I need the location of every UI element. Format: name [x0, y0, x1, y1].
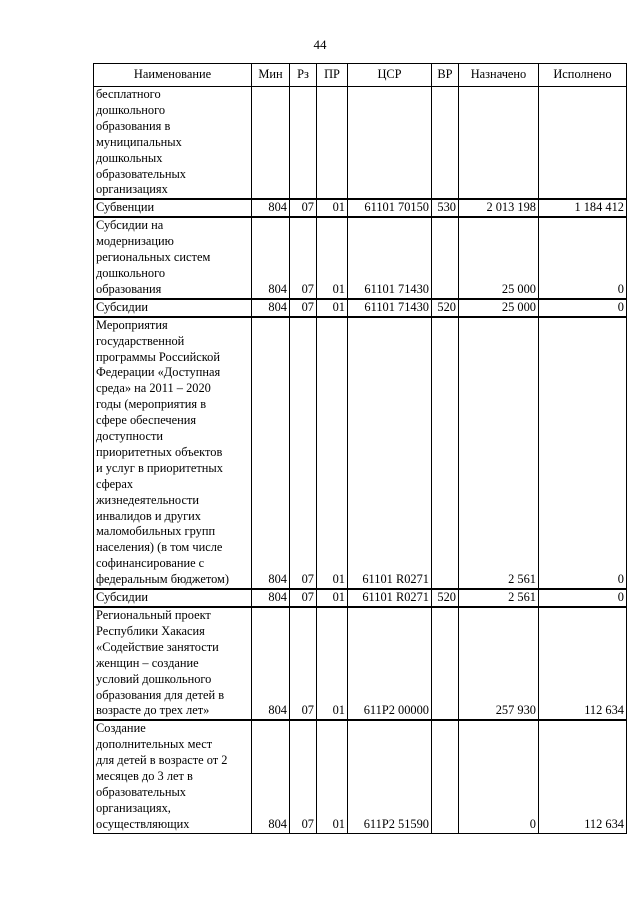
row-rz: 07	[290, 317, 317, 589]
row-name: Региональный проект Республики Хакасия «Содействие занятости женщин – создание условий дошкольного образования для детей в возрасте до трех лет»	[94, 607, 252, 720]
row-vr: 520	[432, 589, 459, 607]
row-csr	[348, 87, 432, 200]
row-name: Создание дополнительных мест для детей в возрасте от 2 месяцев до 3 лет в образовательных организациях, осуществляющих	[94, 720, 252, 833]
header-min: Мин	[252, 64, 290, 87]
row-assigned: 257 930	[459, 607, 539, 720]
row-rz: 07	[290, 217, 317, 299]
row-pr: 01	[317, 607, 348, 720]
header-assigned: Назначено	[459, 64, 539, 87]
row-rz: 07	[290, 720, 317, 833]
row-executed: 0	[539, 589, 627, 607]
row-csr: 61101 70150	[348, 199, 432, 217]
row-vr: 520	[432, 299, 459, 317]
row-name: Субсидии	[94, 299, 252, 317]
table-row	[94, 299, 627, 317]
row-assigned: 25 000	[459, 217, 539, 299]
row-vr	[432, 607, 459, 720]
row-name: Субсидии на модернизацию региональных систем дошкольного образования	[94, 217, 252, 299]
row-rz: 07	[290, 607, 317, 720]
table-row	[94, 720, 627, 833]
row-min: 804	[252, 217, 290, 299]
header-vr: ВР	[432, 64, 459, 87]
table-row	[94, 199, 627, 217]
row-csr: 611P2 51590	[348, 720, 432, 833]
table-row	[94, 217, 627, 299]
row-pr: 01	[317, 299, 348, 317]
header-name: Наименование	[94, 64, 252, 87]
row-executed: 0	[539, 299, 627, 317]
row-vr	[432, 87, 459, 200]
page-number: 44	[313, 37, 327, 52]
row-executed: 1 184 412	[539, 199, 627, 217]
header-executed: Исполнено	[539, 64, 627, 87]
row-assigned: 25 000	[459, 299, 539, 317]
row-rz	[290, 87, 317, 200]
row-min: 804	[252, 299, 290, 317]
row-name: бесплатного дошкольного образования в муниципальных дошкольных образовательных организациях	[94, 87, 252, 200]
row-csr: 61101 71430	[348, 299, 432, 317]
row-min: 804	[252, 199, 290, 217]
budget-table	[93, 63, 627, 834]
row-rz: 07	[290, 199, 317, 217]
row-csr: 61101 R0271	[348, 317, 432, 589]
row-pr: 01	[317, 720, 348, 833]
row-min	[252, 87, 290, 200]
row-assigned: 0	[459, 720, 539, 833]
row-name: Субсидии	[94, 589, 252, 607]
row-min: 804	[252, 720, 290, 833]
table-row	[94, 589, 627, 607]
row-name: Субвенции	[94, 199, 252, 217]
row-csr: 61101 R0271	[348, 589, 432, 607]
table-row	[94, 87, 627, 200]
row-assigned: 2 561	[459, 317, 539, 589]
row-csr: 61101 71430	[348, 217, 432, 299]
row-pr: 01	[317, 199, 348, 217]
row-rz: 07	[290, 299, 317, 317]
row-pr: 01	[317, 317, 348, 589]
row-min: 804	[252, 589, 290, 607]
table-header-row	[94, 64, 627, 87]
row-assigned: 2 013 198	[459, 199, 539, 217]
header-csr: ЦСР	[348, 64, 432, 87]
row-vr: 530	[432, 199, 459, 217]
table-row	[94, 317, 627, 589]
header-pr: ПР	[317, 64, 348, 87]
row-pr: 01	[317, 589, 348, 607]
row-vr	[432, 317, 459, 589]
row-executed	[539, 87, 627, 200]
row-executed: 0	[539, 217, 627, 299]
row-executed: 112 634	[539, 607, 627, 720]
row-csr: 611P2 00000	[348, 607, 432, 720]
row-assigned: 2 561	[459, 589, 539, 607]
row-vr	[432, 217, 459, 299]
row-executed: 0	[539, 317, 627, 589]
row-name: Мероприятия государственной программы Российской Федерации «Доступная среда» на 2011 – 2020 годы (мероприятия в сфере обеспечения доступности приоритетных объектов и услуг в приоритетных сферах жизнедеятельности инвалидов и других маломобильных групп населения) (в том числе софинансирование с федеральным бюджетом)	[94, 317, 252, 589]
row-vr	[432, 720, 459, 833]
table-row	[94, 607, 627, 720]
row-assigned	[459, 87, 539, 200]
row-executed: 112 634	[539, 720, 627, 833]
row-rz: 07	[290, 589, 317, 607]
row-min: 804	[252, 317, 290, 589]
row-min: 804	[252, 607, 290, 720]
row-pr: 01	[317, 217, 348, 299]
row-pr	[317, 87, 348, 200]
header-rz: Рз	[290, 64, 317, 87]
